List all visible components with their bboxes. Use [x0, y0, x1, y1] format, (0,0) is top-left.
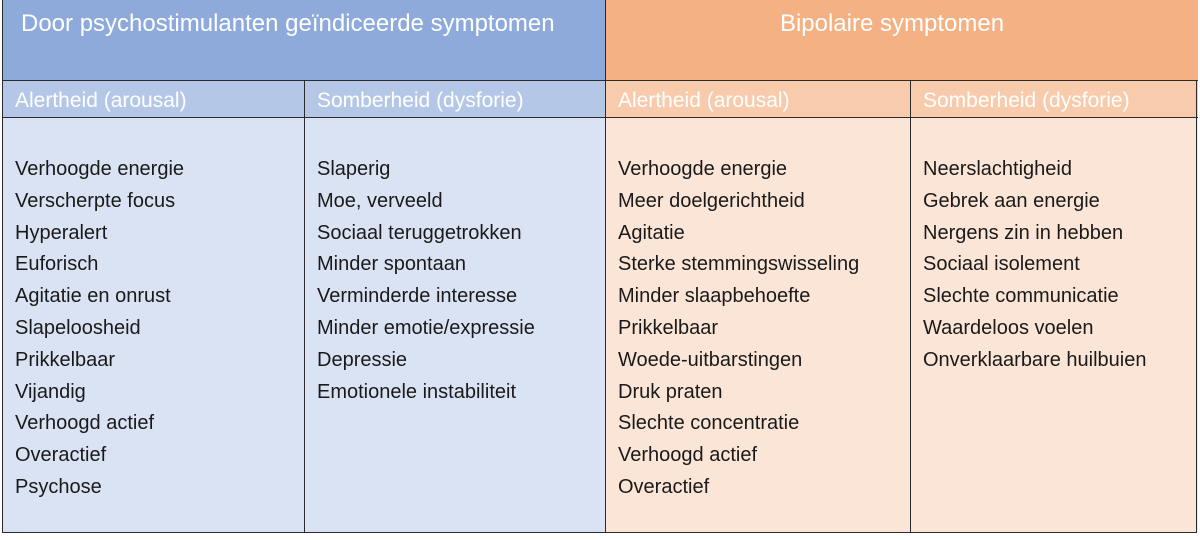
symptom-item: Woede-uitbarstingen	[618, 348, 803, 371]
column-header-label: Alertheid (arousal)	[618, 89, 790, 112]
symptom-item: Vijandig	[15, 380, 86, 403]
symptom-item: Meer doelgerichtheid	[618, 189, 805, 212]
symptom-item: Emotionele instabiliteit	[317, 380, 516, 403]
symptom-item: Prikkelbaar	[618, 316, 719, 339]
symptom-list	[317, 154, 605, 408]
symptom-item: Moe, verveeld	[317, 189, 443, 212]
symptom-item: Slechte concentratie	[618, 412, 800, 435]
symptom-item: Slaperig	[317, 158, 391, 180]
group-title-psychostimulant: Door psychostimulanten geïndiceerde symptomen	[21, 10, 555, 37]
symptom-item: Verhoogde energie	[15, 158, 185, 180]
symptom-item: Slechte communicatie	[923, 285, 1119, 308]
symptom-item: Minder emotie/expressie	[317, 316, 535, 339]
symptom-item: Gebrek aan energie	[923, 189, 1100, 212]
symptom-item: Minder slaapbehoefte	[618, 285, 811, 308]
column-header-stimulant-arousal	[3, 80, 305, 118]
symptom-item: Waardeloos voelen	[923, 316, 1094, 339]
symptom-item: Minder spontaan	[317, 253, 466, 276]
symptom-item: Slapeloosheid	[15, 316, 141, 339]
symptom-item: Agitatie	[618, 221, 685, 244]
symptom-list	[923, 154, 1198, 377]
symptom-item: Sociaal isolement	[923, 253, 1080, 276]
column-header-bipolar-arousal	[606, 80, 911, 118]
symptom-item: Agitatie en onrust	[15, 285, 171, 308]
symptom-item: Druk praten	[618, 380, 723, 403]
column-bipolar-dysphoria	[911, 118, 1198, 532]
symptom-list	[618, 154, 910, 504]
symptom-item: Euforisch	[15, 253, 99, 276]
symptom-item: Sociaal teruggetrokken	[317, 221, 522, 244]
column-stimulant-dysphoria	[305, 118, 606, 532]
symptom-item: Verminderde interesse	[317, 285, 518, 308]
column-header-label: Somberheid (dysforie)	[317, 89, 524, 112]
column-header-label: Somberheid (dysforie)	[923, 89, 1130, 112]
symptom-item: Nergens zin in hebben	[923, 221, 1124, 244]
symptom-item: Verhoogde energie	[618, 158, 788, 180]
group-title-bipolar: Bipolaire symptomen	[779, 10, 1005, 37]
symptom-item: Hyperalert	[15, 221, 108, 244]
symptom-item: Verhoogd actief	[15, 412, 154, 435]
symptom-item: Onverklaarbare huilbuien	[923, 348, 1147, 371]
symptom-item: Verhoogd actief	[618, 444, 757, 467]
column-header-stimulant-dysphoria	[305, 80, 606, 118]
symptom-list	[15, 154, 304, 504]
column-header-label: Alertheid (arousal)	[15, 89, 187, 112]
symptom-item: Neerslachtigheid	[923, 158, 1072, 180]
column-header-bipolar-dysphoria	[911, 80, 1198, 118]
symptom-item: Verscherpte focus	[15, 189, 176, 212]
column-bipolar-arousal	[606, 118, 911, 532]
symptom-item: Depressie	[317, 348, 408, 371]
symptom-item: Prikkelbaar	[15, 348, 116, 371]
table-right-border	[1196, 80, 1197, 533]
symptom-item: Sterke stemmingswisseling	[618, 253, 860, 276]
symptom-comparison-table	[2, 0, 1197, 533]
symptom-item: Overactief	[15, 444, 107, 467]
symptom-item: Psychose	[15, 475, 102, 498]
group-header-psychostimulant	[3, 0, 606, 80]
symptom-item: Overactief	[618, 475, 710, 498]
group-header-bipolar	[606, 0, 1198, 80]
column-stimulant-arousal	[3, 118, 305, 532]
